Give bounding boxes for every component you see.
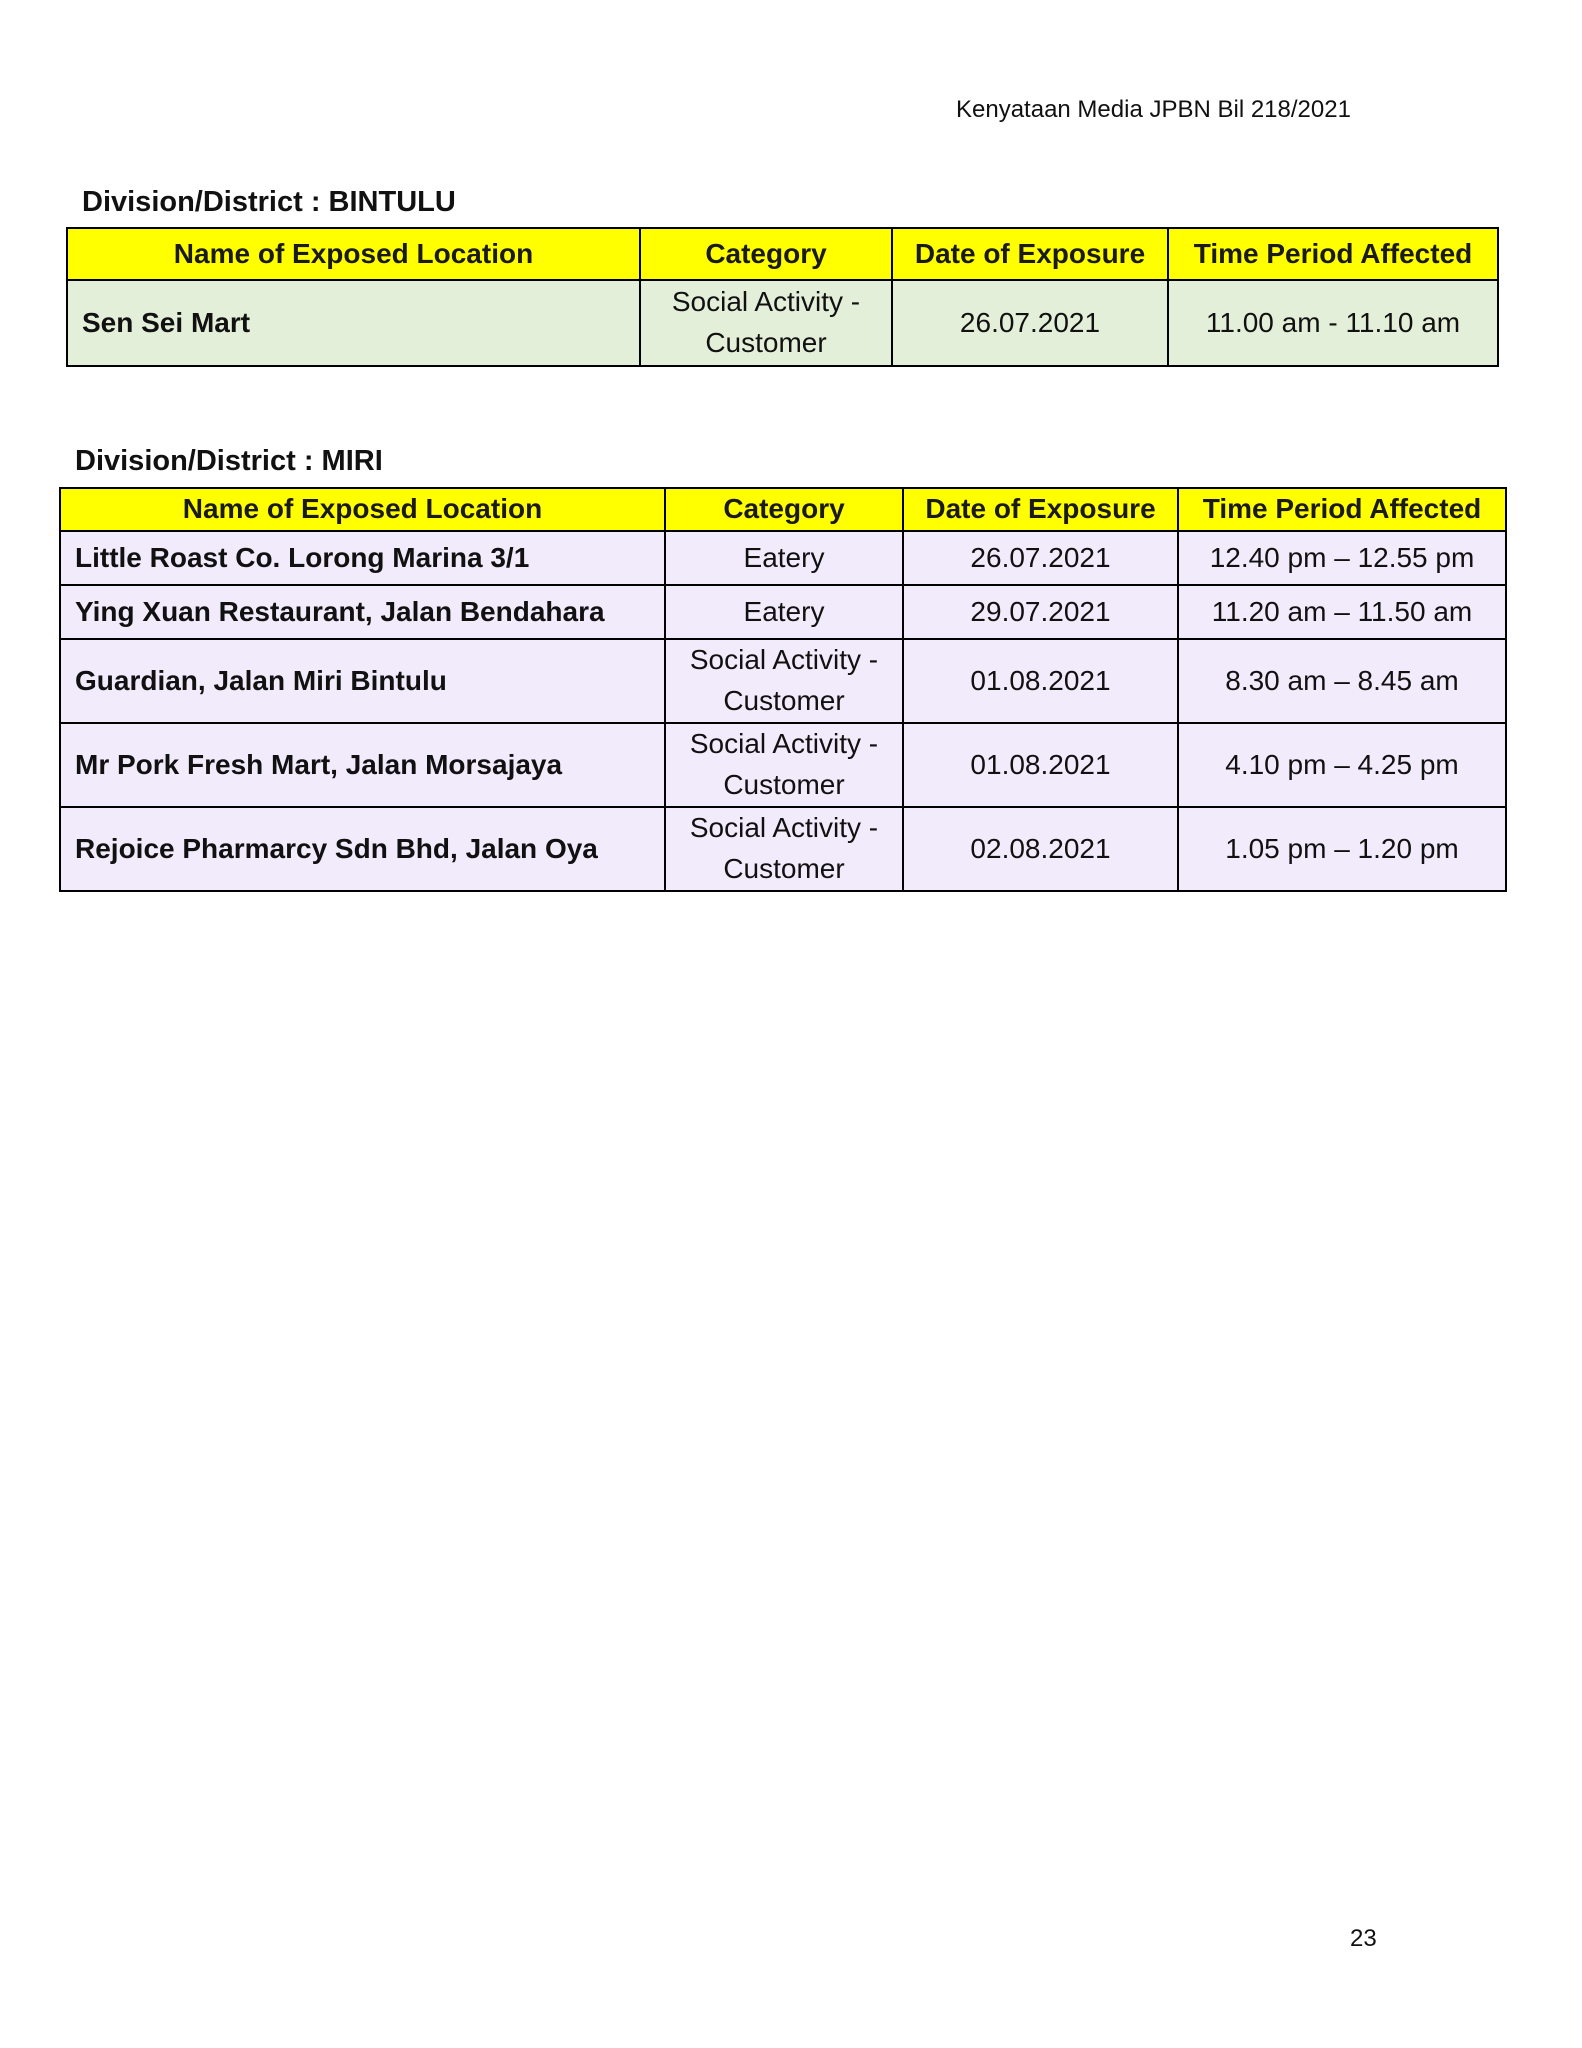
time-period: 11.20 am – 11.50 am xyxy=(1178,585,1506,639)
category-line-2: Customer xyxy=(705,327,827,358)
column-header-time: Time Period Affected xyxy=(1168,228,1498,280)
time-period: 8.30 am – 8.45 am xyxy=(1178,639,1506,723)
category-line-1: Social Activity - xyxy=(689,644,879,676)
location-name: Rejoice Pharmarcy Sdn Bhd, Jalan Oya xyxy=(60,807,665,891)
exposure-date: 29.07.2021 xyxy=(903,585,1178,639)
column-header-category: Category xyxy=(640,228,892,280)
exposure-date: 01.08.2021 xyxy=(903,639,1178,723)
time-period: 12.40 pm – 12.55 pm xyxy=(1178,531,1506,585)
category-line-2: Customer xyxy=(723,685,845,716)
exposure-date: 26.07.2021 xyxy=(892,280,1168,366)
exposure-table-miri xyxy=(59,487,1507,892)
category-line-1: Social Activity - xyxy=(689,728,879,760)
category-cell xyxy=(640,280,892,366)
section-heading-miri: Division/District : MIRI xyxy=(75,445,383,477)
column-header-time: Time Period Affected xyxy=(1178,488,1506,531)
location-name: Guardian, Jalan Miri Bintulu xyxy=(60,639,665,723)
category-line-2: Customer xyxy=(723,769,845,800)
location-name: Little Roast Co. Lorong Marina 3/1 xyxy=(60,531,665,585)
table-row xyxy=(60,639,1506,723)
time-period: 1.05 pm – 1.20 pm xyxy=(1178,807,1506,891)
section-heading-bintulu: Division/District : BINTULU xyxy=(82,186,456,218)
time-period: 11.00 am - 11.10 am xyxy=(1168,280,1498,366)
table-header-row xyxy=(60,488,1506,531)
category-cell: Eatery xyxy=(665,531,903,585)
exposure-date: 26.07.2021 xyxy=(903,531,1178,585)
location-name: Sen Sei Mart xyxy=(67,280,640,366)
document-reference: Kenyataan Media JPBN Bil 218/2021 xyxy=(956,96,1351,123)
table-row xyxy=(60,531,1506,585)
exposure-date: 01.08.2021 xyxy=(903,723,1178,807)
location-name: Ying Xuan Restaurant, Jalan Bendahara xyxy=(60,585,665,639)
time-period: 4.10 pm – 4.25 pm xyxy=(1178,723,1506,807)
column-header-category: Category xyxy=(665,488,903,531)
table-row xyxy=(67,280,1498,366)
column-header-name: Name of Exposed Location xyxy=(60,488,665,531)
column-header-date: Date of Exposure xyxy=(903,488,1178,531)
exposure-table-bintulu xyxy=(66,227,1499,367)
column-header-date: Date of Exposure xyxy=(892,228,1168,280)
category-line-1: Social Activity - xyxy=(671,286,861,318)
category-cell xyxy=(665,639,903,723)
exposure-date: 02.08.2021 xyxy=(903,807,1178,891)
table-row xyxy=(60,807,1506,891)
category-line-1: Social Activity - xyxy=(689,812,879,844)
table-header-row xyxy=(67,228,1498,280)
table-row xyxy=(60,723,1506,807)
page-number: 23 xyxy=(1350,1925,1377,1952)
category-cell xyxy=(665,723,903,807)
category-cell: Eatery xyxy=(665,585,903,639)
category-cell xyxy=(665,807,903,891)
column-header-name: Name of Exposed Location xyxy=(67,228,640,280)
category-line-2: Customer xyxy=(723,853,845,884)
location-name: Mr Pork Fresh Mart, Jalan Morsajaya xyxy=(60,723,665,807)
table-row xyxy=(60,585,1506,639)
